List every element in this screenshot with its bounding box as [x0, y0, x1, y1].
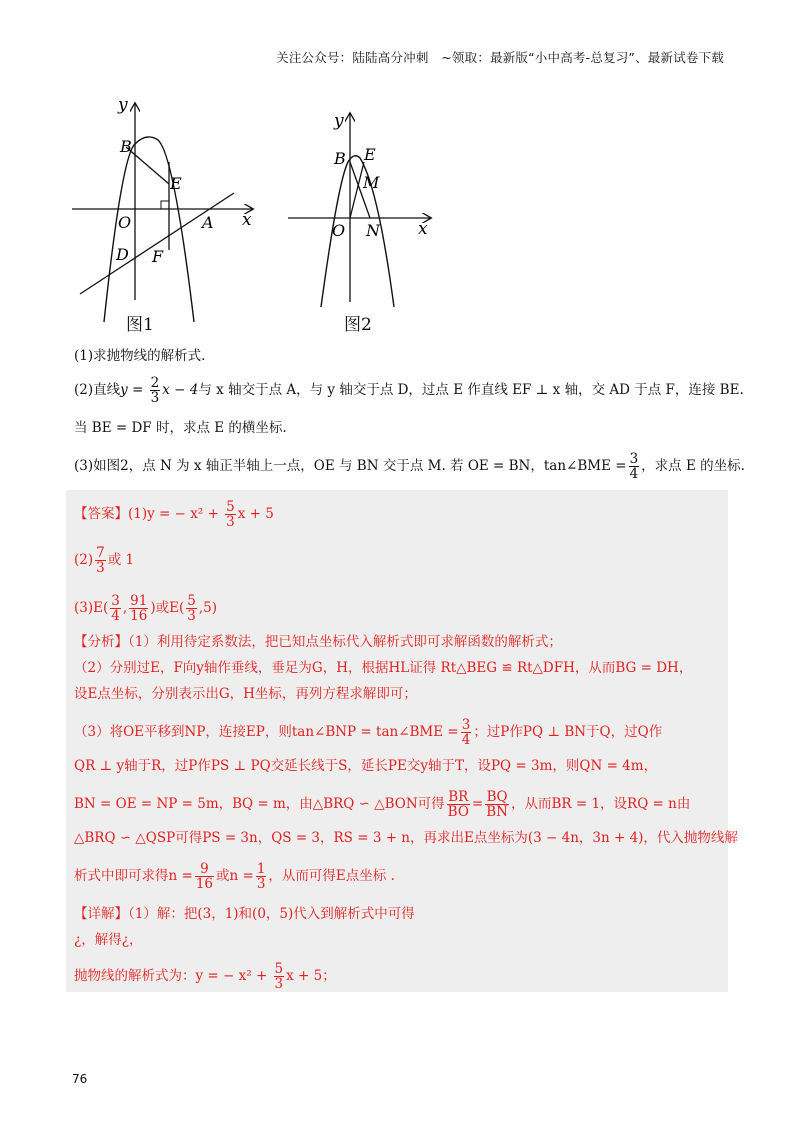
q3-fraction	[629, 452, 640, 481]
answer-1-fraction	[225, 500, 236, 529]
analysis-4b: ；过P作PQ ⊥ BN于Q，过Q作	[473, 724, 663, 740]
fig1-right-angle	[161, 201, 169, 209]
analysis-line-8	[74, 862, 395, 891]
an6-f2-num: BQ	[486, 789, 508, 805]
answer-1-rest: x + 5	[237, 506, 274, 522]
figure-2	[288, 111, 430, 307]
detail-line-2: ¿，解得¿，	[74, 932, 143, 948]
analysis-6-fraction-1	[447, 790, 470, 819]
page-number: 76	[72, 1072, 88, 1086]
a3-mid: )或E(	[150, 600, 185, 616]
analysis-line-7: △BRQ ∽ △QSP可得PS = 3n，QS = 3，RS = 3 + n，再求出E点坐标为(3 − 4n，3n + 4)，代入抛物线解	[74, 830, 738, 846]
analysis-line-4	[74, 718, 662, 747]
fig2-label-B: B	[334, 149, 346, 168]
figures	[66, 92, 446, 342]
a3-fraction-3	[186, 594, 197, 623]
a3-comma: ,	[122, 600, 128, 616]
q2-eq: =	[127, 382, 148, 398]
fig1-label-B: B	[120, 137, 132, 156]
detail-text-1: （1）解：把(3，1)和(0，5)代入到解析式中可得	[128, 906, 415, 922]
analysis-label: 【分析】	[74, 634, 128, 650]
an8-f2-num: 1	[256, 861, 266, 877]
a3-f3-num: 5	[187, 593, 196, 609]
question-part-1: (1)求抛物线的解析式.	[74, 348, 206, 364]
analysis-8a: 析式中即可求得n =	[74, 868, 193, 884]
answer-2-rest: 或 1	[107, 552, 135, 568]
a3-fraction-1	[110, 594, 121, 623]
analysis-8b: ，从而可得E点坐标 .	[268, 868, 395, 884]
figure-1-and-2	[66, 92, 446, 342]
answer-label: 【答案】	[74, 506, 128, 522]
fig1-label-D: D	[116, 245, 129, 264]
fig1-label-A: A	[202, 213, 214, 232]
q2-prefix: (2)直线	[74, 382, 121, 398]
question-part-2-line-1	[74, 376, 744, 405]
fig1-label-F: F	[152, 247, 164, 266]
analysis-text-1: （1）利用待定系数法，把已知点坐标代入解析式即可求解函数的解析式；	[128, 634, 562, 650]
analysis-line-1	[74, 632, 562, 652]
q3-frac-den: 4	[629, 466, 639, 482]
an4-frac-num: 3	[461, 717, 471, 733]
answer-line-3	[74, 594, 217, 623]
detail-3a: 抛物线的解析式为：y = − x² +	[74, 968, 272, 984]
an8-f2-den: 3	[256, 876, 266, 892]
fig1-label-E: E	[170, 174, 182, 193]
analysis-line-2: （2）分别过E，F向y轴作垂线，垂足为G，H，根据HL证得 Rt△BEG ≌ Rt△DFH，从而BG = DH，	[74, 660, 693, 676]
a1-frac-den: 3	[226, 514, 235, 530]
a3-fraction-2	[129, 594, 148, 623]
answer-line-2	[74, 546, 134, 575]
question-part-2-line-2: 当 BE = DF 时，求点 E 的横坐标.	[74, 420, 287, 436]
a3-f2-den: 16	[130, 608, 148, 624]
fig1-label-x: x	[242, 210, 252, 230]
answer-line-1	[74, 500, 274, 529]
a3-end: ,5)	[198, 600, 217, 616]
detail-label: 【详解】	[74, 906, 128, 922]
analysis-8-mid: 或n =	[216, 868, 254, 884]
analysis-8-fraction-2	[256, 862, 267, 891]
answer-1-text: (1)y = − x² +	[128, 506, 224, 522]
fig1-segment-BE	[126, 147, 169, 184]
analysis-line-3: 设E点坐标，分别表示出G，H坐标，再列方程求解即可；	[74, 686, 417, 702]
figure-2-caption: 图2	[344, 315, 372, 335]
fig2-label-N: N	[366, 221, 380, 240]
fig1-label-y: y	[118, 95, 128, 115]
analysis-6-eq: =	[471, 796, 484, 812]
figure-1	[72, 95, 252, 322]
q3-frac-num: 3	[629, 451, 639, 467]
q2-line-rest: x − 4	[162, 382, 199, 398]
q2-frac-den: 3	[150, 390, 160, 406]
analysis-line-5: QR ⊥ y轴于R，过P作PS ⊥ PQ交延长线于S，延长PE交y轴于T，设PQ = 3m，则QN = 4m，	[74, 758, 658, 774]
q3-text-b: ，求点 E 的坐标.	[641, 458, 745, 474]
an8-f1-num: 9	[195, 862, 214, 877]
q2-frac-num: 2	[150, 375, 160, 391]
fig2-segment-OE	[350, 162, 364, 218]
detail-3b: x + 5；	[286, 968, 336, 984]
page-header: 关注公众号：陆陆高分冲刺 ~领取：最新版“小中高考-总复习”、最新试卷下载	[276, 50, 724, 65]
an6-f2-den: BN	[486, 804, 508, 820]
a2-frac-num: 7	[96, 545, 105, 561]
a3-f1-num: 3	[111, 593, 120, 609]
a2-frac-den: 3	[96, 560, 105, 576]
detail-line-3	[74, 962, 336, 991]
figure-1-caption: 图1	[126, 315, 154, 335]
question-part-3	[74, 452, 745, 481]
analysis-6a: BN = OE = NP = 5m，BQ = m，由△BRQ ∽ △BON可得	[74, 796, 445, 812]
an6-f1-num: BR	[448, 789, 469, 805]
a3-f1-den: 4	[111, 608, 120, 624]
fig2-label-O: O	[332, 221, 346, 240]
analysis-6b: ，从而BR = 1，设RQ = n由	[510, 796, 691, 812]
detail-3-fraction	[274, 962, 285, 991]
d3-frac-den: 3	[274, 976, 284, 992]
analysis-4-fraction	[461, 718, 472, 747]
q2-text: 与 x 轴交于点 A，与 y 轴交于点 D，过点 E 作直线 EF ⊥ x 轴，交 AD 于点 F，连接 BE.	[198, 382, 744, 398]
fig1-line-AD	[80, 193, 234, 294]
fig2-label-y: y	[334, 111, 344, 131]
answer-2-fraction	[95, 546, 106, 575]
a3-f2-num: 91	[130, 593, 148, 609]
fig2-label-E: E	[364, 145, 376, 164]
an4-frac-den: 4	[461, 732, 471, 748]
analysis-8-fraction-1	[195, 862, 214, 891]
analysis-4a: （3）将OE平移到NP，连接EP，则tan∠BNP = tan∠BME =	[74, 724, 459, 740]
an8-f1-den: 16	[195, 876, 213, 892]
answer-2-prefix: (2)	[74, 552, 94, 568]
q3-text-a: (3)如图2，点 N 为 x 轴正半轴上一点，OE 与 BN 交于点 M. 若 OE = BN，tan∠BME =	[74, 458, 627, 474]
detail-line-1	[74, 904, 415, 924]
fig2-label-x: x	[418, 219, 428, 239]
q2-y: y	[120, 382, 128, 398]
a1-frac-num: 5	[226, 499, 235, 515]
an6-f1-den: BO	[447, 804, 469, 820]
q2-fraction	[150, 376, 161, 405]
fig1-label-O: O	[118, 213, 132, 232]
answer-3-prefix: (3)E(	[74, 600, 109, 616]
a3-f3-den: 3	[187, 608, 196, 624]
d3-frac-num: 5	[274, 961, 284, 977]
fig2-label-M: M	[363, 173, 380, 192]
analysis-line-6	[74, 790, 690, 819]
analysis-6-fraction-2	[485, 790, 509, 819]
